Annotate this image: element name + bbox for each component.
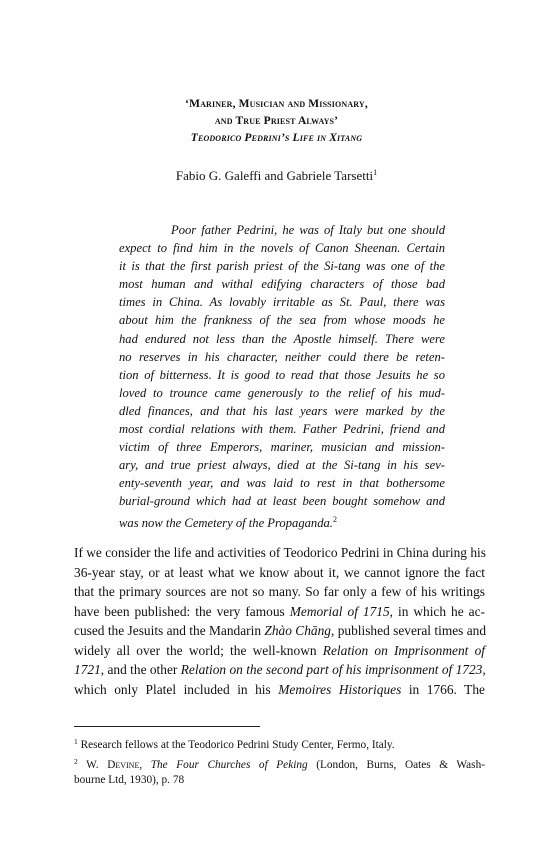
epigraph-line: dled finances, and that his last years were marked by the: [119, 403, 445, 418]
article-title: [0, 96, 553, 147]
relation-title: Relation on Imprisonment of: [322, 642, 485, 658]
epigraph-line: most cordial relations with them. Father Pedrini, friend and: [119, 422, 445, 437]
body-line: that the primary sources are not so many. So far only a few of his writings: [74, 584, 485, 599]
body-line: cused the Jesuits and the Mandarin Zhào Chāng, published several times and: [74, 623, 487, 638]
epigraph-line: most human and withal edifying characters of those bad: [119, 277, 445, 292]
authors-line: [0, 168, 553, 184]
epigraph-line: had endured not less than the Apostle himself. There were: [119, 331, 445, 346]
title-line-2: and True Priest Always’: [214, 115, 339, 127]
body-paragraph: [74, 543, 485, 699]
title-line-3: Teodorico Pedrini’s Life in Xitang: [190, 132, 363, 144]
body-line: 1721, and the other Relation on the second part of his imprisonment of 1723,: [74, 662, 486, 677]
footnote-1: $^1$ Research fellows at the Teodorico Pedrini Study Center, Fermo, Italy.: [74, 737, 395, 751]
epigraph-footnote-mark: 2: [332, 514, 337, 524]
epigraph-line: about him the frankness of the sea from whose moods he: [119, 313, 445, 328]
epigraph-line: times in China. As lovably irritable as St. Paul, there was: [119, 295, 445, 310]
epigraph-line: was now the Cemetery of the Propaganda.$^2$: [119, 514, 337, 530]
epigraph-line: burial-ground which had at least been bought somehow and: [119, 494, 445, 509]
epigraph-quote: [119, 221, 445, 532]
epigraph-line: tion of bitterness. It is good to read that those Jesuits he so: [119, 367, 445, 382]
mandarin-name: Zhào Chāng: [264, 623, 331, 638]
relation-second-title: Relation on the second part of his imprisonment of 1723,: [180, 662, 486, 677]
epigraph-line: loved to trounce came generously to the relief of his mud-: [119, 385, 445, 400]
footnote-2-cont: bourne Ltd, 1930), p. 78: [74, 774, 185, 786]
title-line-1: ‘Mariner, Musician and Missionary,: [185, 98, 368, 110]
footnote-separator: [74, 726, 260, 727]
memorial-title: Memorial of 1715: [289, 603, 390, 619]
footnotes: [74, 734, 485, 789]
epigraph-line: victim of three Emperors, mariner, musician and mission-: [119, 440, 445, 455]
epigraph-line: it is that the first parish priest of the Si-tang was one of the: [119, 259, 445, 274]
epigraph-line: no reserves in his character, neither could there be reten-: [119, 349, 445, 364]
author-names: Fabio G. Galeffi and Gabriele Tarsetti: [175, 168, 374, 183]
body-line: 36-year stay, or at least what we know about it, we cannot ignore the fact: [74, 564, 485, 580]
epigraph-line: enty-seventh year, and was laid to rest in that bothersome: [119, 476, 445, 491]
memoires-title: Memoires Historiques: [278, 681, 402, 697]
body-line: If we consider the life and activities of Teodorico Pedrini in China during his: [74, 545, 486, 560]
epigraph-line: Poor father Pedrini, he was of Italy but one should: [171, 223, 445, 237]
epigraph-line: expect to find him in the novels of Canon Sheenan. Certain: [119, 241, 445, 256]
body-line: widely all over the world; the well-known Relation on Imprisonment of: [74, 642, 485, 658]
footnote-2: $^2$ W. Devine, The Four Churches of Peking (London, Burns, Oates & Wash-: [74, 756, 485, 771]
epigraph-line: ary, and true priest always, died at the Si-tang in his sev-: [119, 458, 445, 473]
author-footnote-mark: 1: [373, 168, 378, 177]
body-line: have been published: the very famous Memorial of 1715, in which he ac-: [74, 603, 485, 619]
body-line: which only Platel included in his Memoires Historiques in 1766. The: [74, 681, 485, 697]
